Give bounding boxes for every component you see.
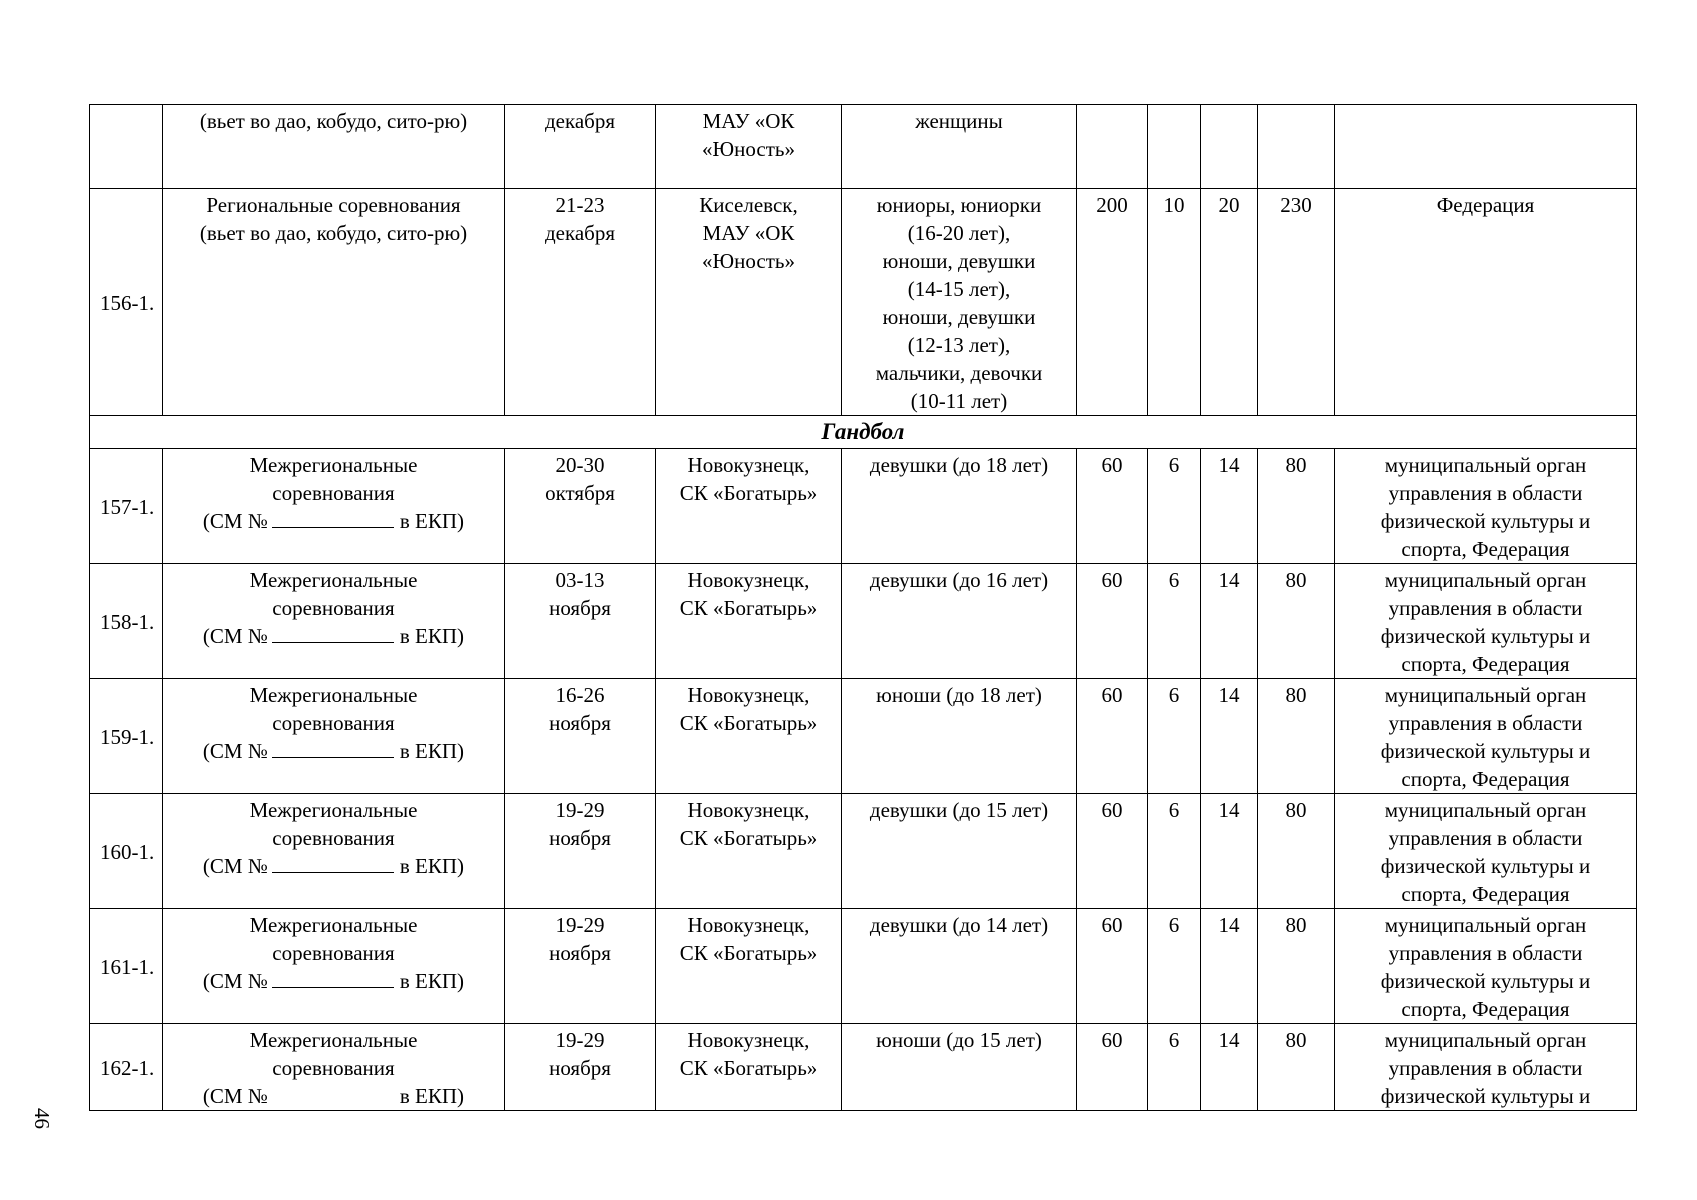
events-body — [90, 449, 1637, 1111]
event-organizer: муниципальный орган управления в области физической культуры и — [1335, 1024, 1637, 1111]
events-table — [89, 104, 1637, 1111]
row-number: 160-1. — [90, 794, 163, 909]
row-number: 162-1. — [90, 1024, 163, 1111]
table-row — [90, 909, 1637, 1024]
number-blank — [272, 740, 394, 758]
row-number: 156-1. — [90, 189, 163, 416]
row-number: 157-1. — [90, 449, 163, 564]
count-cell — [1148, 105, 1201, 189]
count-cell: 20 — [1201, 189, 1258, 416]
event-participants: юноши (до 18 лет) — [842, 679, 1077, 794]
count-cell: 60 — [1077, 1024, 1148, 1111]
event-participants: девушки (до 18 лет) — [842, 449, 1077, 564]
count-cell: 60 — [1077, 564, 1148, 679]
count-cell: 6 — [1148, 909, 1201, 1024]
event-name: Региональные соревнования (вьет во дао, кобудо, сито-рю) — [163, 189, 505, 416]
count-cell — [1077, 105, 1148, 189]
row-number: 159-1. — [90, 679, 163, 794]
number-blank — [272, 855, 394, 873]
count-cell — [1258, 105, 1335, 189]
number-blank — [272, 510, 394, 528]
section-title: Гандбол — [90, 416, 1637, 449]
event-name: Межрегиональные соревнования (СМ № в ЕКП) — [163, 909, 505, 1024]
count-cell: 6 — [1148, 794, 1201, 909]
event-participants: юниоры, юниорки (16-20 лет), юноши, девушки (14-15 лет), юноши, девушки (12-13 лет), мальчики, девочки (10-11 лет) — [842, 189, 1077, 416]
table-row — [90, 564, 1637, 679]
table-row — [90, 105, 1637, 189]
event-dates: 16-26 ноября — [505, 679, 656, 794]
event-dates: 20-30 октября — [505, 449, 656, 564]
event-participants: девушки (до 15 лет) — [842, 794, 1077, 909]
event-organizer: муниципальный орган управления в области физической культуры и спорта, Федерация — [1335, 679, 1637, 794]
event-name: Межрегиональные соревнования (СМ № в ЕКП) — [163, 794, 505, 909]
number-blank — [272, 625, 394, 643]
event-place: МАУ «ОК «Юность» — [656, 105, 842, 189]
table-row — [90, 679, 1637, 794]
section-row — [90, 416, 1637, 449]
event-organizer: муниципальный орган управления в области физической культуры и спорта, Федерация — [1335, 449, 1637, 564]
event-name: Межрегиональные соревнования (СМ № в ЕКП) — [163, 679, 505, 794]
event-place: Новокузнецк, СК «Богатырь» — [656, 679, 842, 794]
row-number: 158-1. — [90, 564, 163, 679]
count-cell: 80 — [1258, 909, 1335, 1024]
count-cell: 60 — [1077, 794, 1148, 909]
page-number: 46 — [30, 1108, 54, 1129]
event-place: Киселевск, МАУ «ОК «Юность» — [656, 189, 842, 416]
count-cell: 6 — [1148, 679, 1201, 794]
count-cell — [1201, 105, 1258, 189]
count-cell: 6 — [1148, 449, 1201, 564]
event-place: Новокузнецк, СК «Богатырь» — [656, 909, 842, 1024]
count-cell: 14 — [1201, 794, 1258, 909]
table-row — [90, 1024, 1637, 1111]
number-blank — [272, 970, 394, 988]
event-organizer: муниципальный орган управления в области физической культуры и спорта, Федерация — [1335, 564, 1637, 679]
event-place: Новокузнецк, СК «Богатырь» — [656, 564, 842, 679]
event-place: Новокузнецк, СК «Богатырь» — [656, 794, 842, 909]
event-participants: девушки (до 16 лет) — [842, 564, 1077, 679]
row-number: 161-1. — [90, 909, 163, 1024]
event-name: (вьет во дао, кобудо, сито-рю) — [163, 105, 505, 189]
count-cell: 80 — [1258, 1024, 1335, 1111]
event-organizer: муниципальный орган управления в области физической культуры и спорта, Федерация — [1335, 909, 1637, 1024]
count-cell: 14 — [1201, 564, 1258, 679]
event-dates: 03-13 ноября — [505, 564, 656, 679]
event-place: Новокузнецк, СК «Богатырь» — [656, 449, 842, 564]
event-organizer: муниципальный орган управления в области физической культуры и спорта, Федерация — [1335, 794, 1637, 909]
count-cell: 14 — [1201, 449, 1258, 564]
table-row — [90, 189, 1637, 416]
count-cell: 14 — [1201, 1024, 1258, 1111]
count-cell: 80 — [1258, 679, 1335, 794]
count-cell: 14 — [1201, 679, 1258, 794]
event-name: Межрегиональные соревнования (СМ № в ЕКП) — [163, 1024, 505, 1111]
event-participants: женщины — [842, 105, 1077, 189]
event-name: Межрегиональные соревнования (СМ № в ЕКП) — [163, 564, 505, 679]
event-organizer — [1335, 105, 1637, 189]
event-dates: декабря — [505, 105, 656, 189]
event-participants: юноши (до 15 лет) — [842, 1024, 1077, 1111]
count-cell: 80 — [1258, 564, 1335, 679]
table-row — [90, 794, 1637, 909]
event-organizer: Федерация — [1335, 189, 1637, 416]
count-cell: 6 — [1148, 1024, 1201, 1111]
count-cell: 60 — [1077, 679, 1148, 794]
count-cell: 60 — [1077, 449, 1148, 564]
event-participants: девушки (до 14 лет) — [842, 909, 1077, 1024]
event-dates: 19-29 ноября — [505, 909, 656, 1024]
row-number — [90, 105, 163, 189]
count-cell: 200 — [1077, 189, 1148, 416]
event-dates: 19-29 ноября — [505, 1024, 656, 1111]
count-cell: 80 — [1258, 794, 1335, 909]
event-dates: 21-23 декабря — [505, 189, 656, 416]
count-cell: 14 — [1201, 909, 1258, 1024]
count-cell: 6 — [1148, 564, 1201, 679]
count-cell: 10 — [1148, 189, 1201, 416]
event-name: Межрегиональные соревнования (СМ № в ЕКП) — [163, 449, 505, 564]
table-row — [90, 449, 1637, 564]
event-place: Новокузнецк, СК «Богатырь» — [656, 1024, 842, 1111]
event-dates: 19-29 ноября — [505, 794, 656, 909]
count-cell: 60 — [1077, 909, 1148, 1024]
count-cell: 80 — [1258, 449, 1335, 564]
count-cell: 230 — [1258, 189, 1335, 416]
